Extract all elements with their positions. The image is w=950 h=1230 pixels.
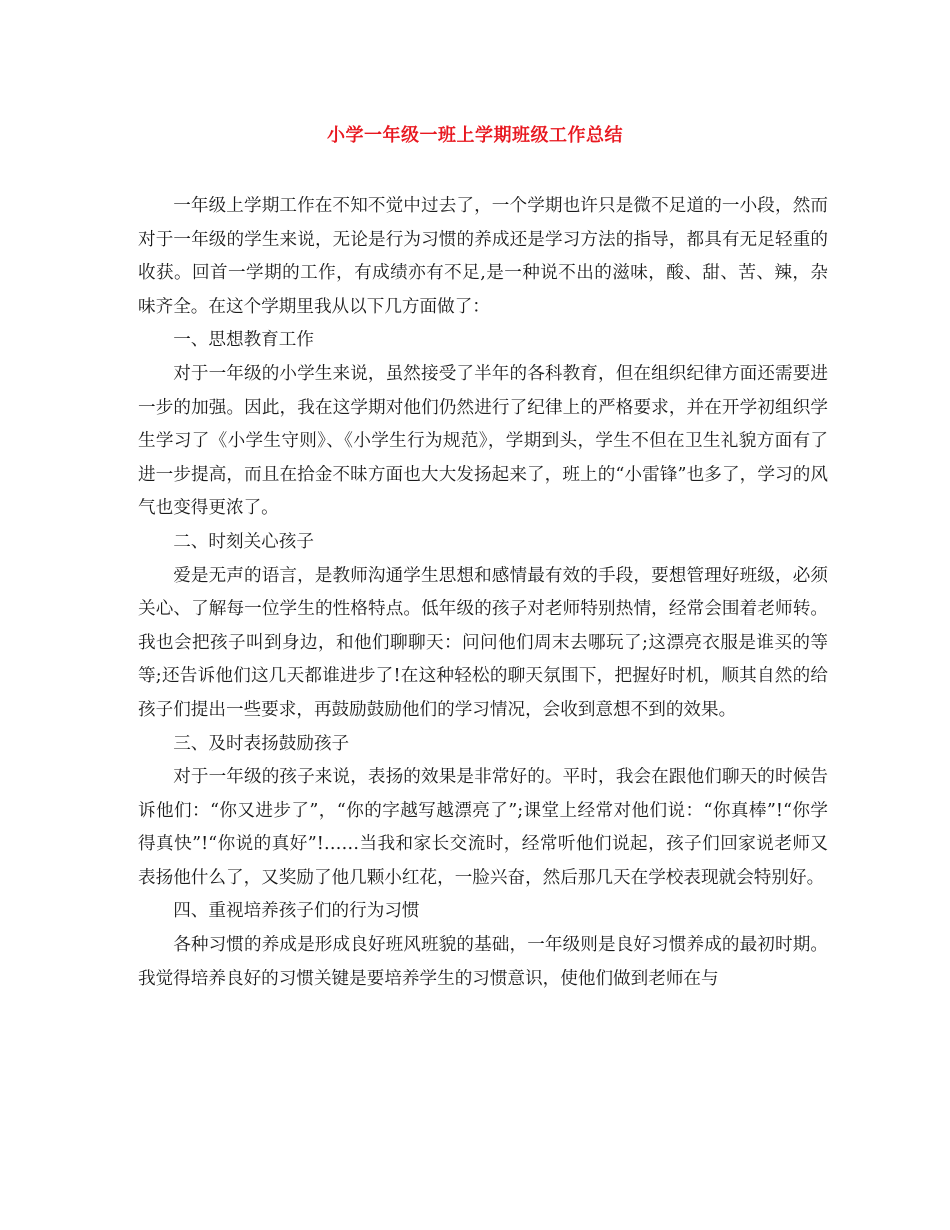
- paragraph-section-1: 对于一年级的小学生来说，虽然接受了半年的各科教育，但在组织纪律方面还需要进一步的加强。因此，我在这学期对他们仍然进行了纪律上的严格要求，并在开学初组织学生学习了《小学生守则》、《小学生行为规范》，学期到头，学生不但在卫生礼貌方面有了进一步提高，而且在拾金不昧方面也大大发扬起来了，班上的“小雷锋”也多了，学习的风气也变得更浓了。: [138, 363, 828, 519]
- section-heading-4: 四、重视培养孩子们的行为习惯: [173, 901, 420, 922]
- paragraph-section-3: 对于一年级的孩子来说，表扬的效果是非常好的。平时，我会在跟他们聊天的时候告诉他们：“你又进步了”，“你的字越写越漂亮了”;课堂上经常对他们说：“你真棒”!“你学得真快”!“你说的真好”!……当我和家长交流时，经常听他们说起，孩子们回家说老师又表扬他什么了，又奖励了他几颗小红花，一脸兴奋，然后那几天在学校表现就会特别好。: [138, 767, 828, 888]
- section-heading-3: 三、及时表扬鼓励孩子: [173, 733, 350, 754]
- document-title: 小学一年级一班上学期班级工作总结: [327, 125, 623, 146]
- section-heading-1: 一、思想教育工作: [173, 330, 314, 351]
- paragraph-section-2: 爱是无声的语言，是教师沟通学生思想和感情最有效的手段，要想管理好班级，必须关心、了解每一位学生的性格特点。低年级的孩子对老师特别热情，经常会围着老师转。我也会把孩子叫到身边，和他们聊聊天：问问他们周末去哪玩了;这漂亮衣服是谁买的等等;还告诉他们这几天都谁进步了!在这种轻松的聊天氛围下，把握好时机，顺其自然的给孩子们提出一些要求，再鼓励鼓励他们的学习情况，会收到意想不到的效果。: [138, 565, 828, 720]
- document-body: [138, 190, 828, 996]
- paragraph-section-4: 各种习惯的养成是形成良好班风班貌的基础，一年级则是良好习惯养成的最初时期。我觉得培养良好的习惯关键是要培养学生的习惯意识，使他们做到老师在与: [138, 935, 828, 989]
- paragraph-intro: 一年级上学期工作在不知不觉中过去了，一个学期也许只是微不足道的一小段，然而对于一年级的学生来说，无论是行为习惯的养成还是学习方法的指导，都具有无足轻重的收获。回首一学期的工作，有成绩亦有不足,是一种说不出的滋味，酸、甜、苦、辣，杂味齐全。在这个学期里我从以下几方面做了：: [138, 196, 828, 317]
- section-heading-2: 二、时刻关心孩子: [173, 531, 314, 552]
